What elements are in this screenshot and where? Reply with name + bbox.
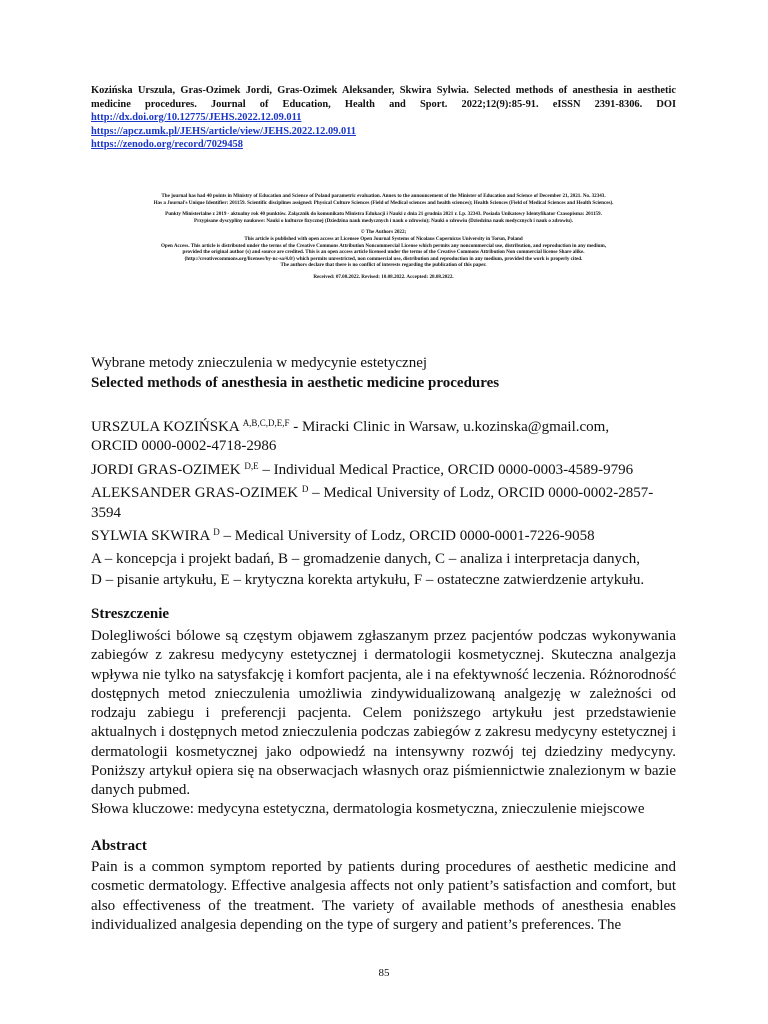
author-entry	[91, 480, 681, 503]
journal-notice	[91, 193, 676, 281]
author-name: JORDI GRAS-OZIMEK	[91, 461, 241, 478]
notice-license-2: provided the original author (s) and source are credited. This is an open access article licensed under the terms of the Creative Commons Attribution Non commercial license Share alike.	[182, 249, 585, 256]
citation-text: Kozińska Urszula, Gras-Ozimek Jordi, Gras-Ozimek Aleksander, Skwira Sylwia. Selected methods of anesthesia in aesthetic medicine procedures. Journal of Education, Health and Sport. 2022;12(9):85-91. eISSN 2391-8306. DOI	[91, 85, 676, 110]
author-affiliation: – Medical University of Lodz, ORCID 0000-0002-2857-	[308, 485, 654, 502]
author-entry	[91, 414, 681, 437]
notice-license-3: (http://creativecommons.org/licenses/by-nc-sa/4.0/) which permits unrestricted, non commercial use, distribution and reproduction in any medium, provided the work is properly cited.	[184, 255, 583, 262]
author-orcid: ORCID 0000-0002-4718-2986	[91, 438, 277, 455]
author-orcid: 3594	[91, 504, 121, 521]
abstract-body: Pain is a common symptom reported by patients during procedures of aesthetic medicine and cosmetic dermatology. Effective analgesia affects not only patient’s satisfaction and comfort, but also effectiveness of the treatment. The variety of available methods of anesthesia enables individualized analgesia depending on the type of surgery and patient’s preferences. The	[91, 859, 676, 933]
author-roles: A,B,C,D,E,F	[242, 418, 290, 428]
notice-conflict: The authors declare that there is no conflict of interests regarding the publication of this paper.	[280, 262, 487, 269]
contribution-legend	[91, 549, 681, 590]
keywords: Słowa kluczowe: medycyna estetyczna, dermatologia kosmetyczna, znieczulenie miejscowe	[91, 801, 645, 817]
zenodo-link[interactable]: https://zenodo.org/record/7029458	[91, 139, 243, 150]
author-roles: D,E	[244, 460, 259, 471]
notice-points-en: The journal has had 40 points in Ministry of Education and Science of Poland parametric evaluation. Annex to the announcement of the Minister of Education and Science of December 21, 2021. No. 32343.	[161, 193, 606, 199]
contribution-line: D – pisanie artykułu, E – krytyczna korekta artykułu, F – ostateczne zatwierdzenie artykułu.	[91, 571, 645, 588]
title-polish: Wybrane metody znieczulenia w medycynie estetycznej	[91, 355, 428, 371]
notice-disciplines-pl: Przypisane dyscypliny naukowe: Nauki o kulturze fizycznej (Dziedzina nauk medycznych i nauk o zdrowiu); Nauki o zdrowiu (Dziedzina nauk medycznych i nauk o zdrowiu).	[194, 217, 573, 224]
streszczenie-body: Dolegliwości bólowe są częstym objawem zgłaszanym przez pacjentów podczas wykonywania zabiegów z zakresu medycyny estetycznej i dermatologii kosmetycznej. Skuteczna analgezja wpływa nie tylko na satysfakcję i komfort pacjenta, ale i na efektywność leczenia. Różnorodność dostępnych metod znieczulenia umożliwia zindywidualizowaną analgezję w zależności od rodzaju zabiegu i preferencji pacjenta. Celem poniższego artykułu jest przedstawienie aktualnych i dostępnych metod znieczulenia podczas zabiegów z zakresu medycyny estetycznej i dermatologii kosmetycznej jako odpowiedź na intensywny rozwój tej dziedziny medycyny. Poniższy artykuł opiera się na obserwacjach własnych oraz piśmiennictwie znalezionym w bazie danych pubmed.	[91, 628, 676, 799]
author-entry	[91, 457, 681, 480]
page-number: 85	[378, 967, 390, 979]
contribution-line: A – koncepcja i projekt badań, B – gromadzenie danych, C – analiza i interpretacja danych,	[91, 551, 640, 567]
author-name: ALEKSANDER GRAS-OZIMEK	[91, 485, 299, 502]
author-roles: D	[213, 527, 220, 538]
author-affiliation: - Miracki Clinic in Warsaw, u.kozinska@gmail.com,	[289, 419, 610, 435]
notice-copyright: © The Authors 2022;	[360, 229, 407, 236]
author-name: SYLWIA SKWIRA	[91, 528, 210, 545]
author-affiliation: – Medical University of Lodz, ORCID 0000-0001-7226-9058	[219, 528, 595, 545]
notice-license-1: Open Access. This article is distributed under the terms of the Creative Commons Attribution Noncommercial License which permits any noncommercial use, distribution, and reproduction in any medium,	[160, 242, 607, 249]
notice-unique-id-en: Has a Journal's Unique Identifier: 201159. Scientific disciplines assigned: Physical Culture Sciences (Field of Medical sciences and health sciences); Health Sciences (Field of Medical Sciences and Health Sciences).	[153, 199, 614, 206]
streszczenie-heading: Streszczenie	[91, 606, 170, 622]
title-english: Selected methods of anesthesia in aesthetic medicine procedures	[91, 375, 500, 391]
abstract-heading: Abstract	[91, 838, 147, 854]
author-name: URSZULA KOZIŃSKA	[91, 419, 239, 435]
author-affiliation: – Individual Medical Practice, ORCID 0000-0003-4589-9796	[258, 461, 634, 478]
citation-block	[91, 84, 676, 152]
author-list	[91, 414, 681, 546]
notice-dates: Received: 07.08.2022. Revised: 10.08.2022. Accepted: 28.08.2022.	[313, 273, 454, 280]
notice-open-access: This article is published with open access at Licensee Open Journal Systems of Nicolaus Copernicus University in Torun, Poland	[244, 235, 523, 242]
article-link[interactable]: https://apcz.umk.pl/JEHS/article/view/JEHS.2022.12.09.011	[91, 125, 356, 137]
doi-link[interactable]: http://dx.doi.org/10.12775/JEHS.2022.12.09.011	[91, 112, 302, 123]
author-entry	[91, 523, 681, 546]
notice-points-pl: Punkty Ministerialne z 2019 - aktualny rok 40 punktów. Załącznik do komunikatu Ministra Edukacji i Nauki z dnia 21 grudnia 2021 r. Lp. 32343. Posiada Unikatowy Identyfikator Czasopisma: 201159.	[165, 211, 602, 218]
author-roles: D	[301, 484, 309, 495]
